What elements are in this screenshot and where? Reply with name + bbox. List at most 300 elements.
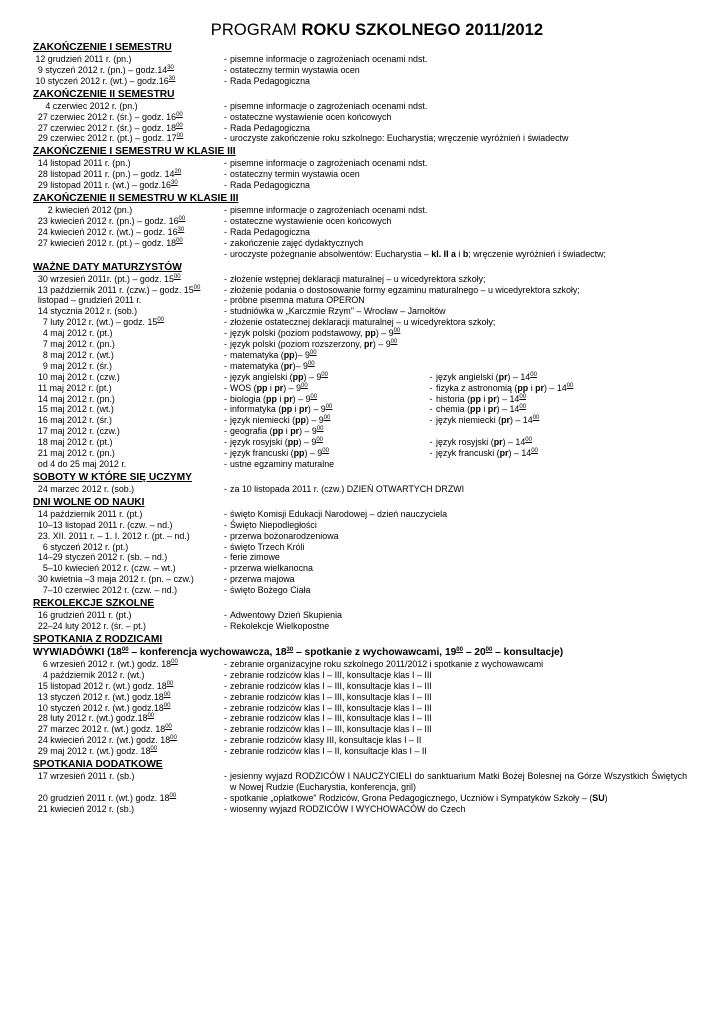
row-date (33, 531, 221, 542)
desc-bold: pp (292, 371, 304, 382)
date-text: 9 maj 2012 r. (śr.) (33, 360, 112, 371)
time-minutes: 00 (325, 404, 333, 411)
schedule-row (33, 404, 699, 415)
section (33, 41, 699, 87)
row-dash: - (429, 415, 433, 426)
date-text: od 4 do 25 maj 2012 r. (33, 459, 127, 469)
row-dash: - (224, 508, 227, 519)
desc-text: i (283, 426, 291, 437)
row-date (33, 101, 221, 112)
time-minutes: 00 (321, 371, 328, 378)
date-text: 30 kwietnia –3 maja 2012 r. (pn. – czw.) (33, 574, 194, 585)
schedule-row (33, 339, 699, 350)
row-description (230, 531, 339, 542)
desc-bold: pr (493, 437, 503, 448)
row-date (33, 804, 221, 815)
desc-text: zebranie organizacyjne roku szkolnego 2011/2012 i spotkanie z wychowawcami (230, 658, 544, 669)
section (33, 88, 699, 145)
desc-text: ostateczne wystawienie ocen końcowych (230, 215, 392, 226)
time-minutes: 00 (163, 691, 171, 698)
row-date (33, 437, 221, 448)
row-description (230, 180, 310, 191)
row-date (33, 610, 221, 621)
row-description (230, 563, 313, 574)
section-heading: DNI WOLNE OD NAUKI (33, 496, 145, 508)
schedule-row (33, 295, 699, 306)
section-heading: REKOLEKCJE SZKOLNE (33, 598, 155, 610)
row-dash: - (224, 226, 227, 237)
row-description (230, 339, 397, 350)
desc-text: święto Komisji Edukacji Narodowej – dzień nauczyciela (230, 508, 448, 519)
desc-text: ustne egzaminy maturalne (230, 459, 335, 469)
row-date (33, 484, 221, 495)
row-date (33, 76, 221, 87)
row-dash: - (224, 691, 227, 702)
desc-bold: pp (364, 328, 376, 339)
time-minutes: 00 (525, 437, 532, 444)
desc-text: zebranie rodziców klas I – II, konsultacje klas I – II (230, 746, 427, 757)
desc-bold: pr (283, 360, 293, 371)
row-description-second (436, 383, 573, 394)
desc-text: Adwentowy Dzień Skupienia (230, 610, 342, 621)
row-description (230, 238, 363, 249)
row-date (33, 372, 221, 383)
schedule-row (33, 274, 699, 285)
section-heading: SPOTKANIA Z RODZICAMI (33, 633, 163, 645)
row-dash: - (224, 284, 227, 295)
section-heading: ZAKOŃCZENIE II SEMESTRU W KLASIE III (33, 193, 239, 205)
row-description (230, 542, 304, 553)
desc-bold: pr (299, 404, 308, 415)
row-dash: - (224, 306, 227, 317)
row-dash: - (224, 382, 227, 393)
time-minutes: 00 (485, 646, 493, 653)
row-date (33, 681, 221, 692)
row-dash: - (224, 620, 227, 631)
row-dash: - (224, 415, 227, 426)
row-description (230, 659, 543, 670)
subheading-text: – konferencja wychowawcza, 18 (128, 646, 287, 658)
row-dash: - (224, 215, 227, 226)
row-date (33, 158, 221, 169)
time-minutes: 00 (176, 111, 183, 118)
row-dash: - (224, 735, 227, 746)
row-date (33, 415, 221, 426)
schedule-row (33, 793, 699, 804)
date-text: 23 kwiecień 2012 r. (pn.) – godz. 16 (33, 215, 179, 226)
schedule-row (33, 520, 699, 531)
row-description (230, 703, 432, 714)
desc-bold: pp (287, 437, 299, 448)
row-description (230, 771, 687, 793)
row-dash: - (224, 122, 227, 133)
desc-text: ) – 9 (283, 382, 302, 393)
row-description (230, 610, 342, 621)
desc-text: matematyka ( (230, 360, 284, 371)
desc-text: ) – 9 (292, 393, 311, 404)
time-minutes: 00 (566, 382, 574, 389)
time-minutes: 00 (519, 393, 527, 400)
row-date (33, 274, 221, 285)
row-dash: - (224, 180, 227, 191)
desc-text: ) – 14 (496, 404, 520, 415)
desc-text: pisemne informacje o zagrożeniach ocenami ndst. (230, 54, 428, 64)
section (33, 496, 699, 596)
schedule-row (33, 659, 699, 670)
date-text: 8 maj 2012 r. (wt.) (33, 349, 114, 360)
desc-text: i (276, 393, 284, 404)
desc-text: ferie zimowe (230, 552, 280, 563)
desc-text: ) – 9 (307, 404, 326, 415)
desc-bold: pp (266, 393, 277, 404)
row-date (33, 227, 221, 238)
row-date (33, 426, 221, 437)
row-dash: - (224, 205, 227, 216)
row-date (33, 793, 221, 804)
desc-bold: pp (293, 448, 305, 459)
schedule-row (33, 350, 699, 361)
time-minutes: 00 (307, 360, 315, 367)
row-dash: - (224, 746, 227, 757)
desc-bold: pp (256, 382, 268, 393)
date-text: 7 maj 2012 r. (pn.) (33, 339, 115, 350)
desc-bold: pp (470, 404, 481, 415)
row-description (230, 112, 391, 123)
desc-text: przerwa wielkanocna (230, 563, 313, 574)
desc-text: jesienny wyjazd RODZICÓW I NAUCZYCIELI do sanktuarium Matki Bożej Bolesnej na Górze Wszystkich Świętych w Nowej Rudzie (Eucharystia, konferencja, gril) (230, 771, 687, 792)
row-description (230, 735, 421, 746)
row-date (33, 216, 221, 227)
row-description-second (436, 415, 539, 426)
date-text: 24 kwiecień 2012 r. (wt.) – godz. 16 (33, 226, 178, 237)
desc-text: ) – 14 (544, 382, 567, 393)
time-minutes: 00 (170, 735, 177, 742)
date-text: 2 kwiecień 2012 (pn.) (33, 205, 133, 216)
row-date (33, 552, 221, 563)
time-minutes: 00 (147, 713, 155, 720)
schedule-row (33, 771, 699, 793)
row-date (33, 317, 221, 328)
row-date (33, 574, 221, 585)
date-text: 13 październik 2011 r. (czw.) – godz. 15 (33, 284, 194, 295)
desc-text: pisemne informacje o zagrożeniach ocenami ndst. (230, 205, 428, 216)
row-date (33, 692, 221, 703)
row-description (230, 746, 427, 757)
row-description (230, 295, 365, 306)
schedule-row (33, 169, 699, 180)
row-description (230, 585, 310, 596)
row-date (33, 520, 221, 531)
date-text: 20 grudzień 2011 r. (wt.) godz. 18 (33, 792, 170, 803)
date-text: 12 grudzień 2011 r. (pn.) (33, 54, 132, 64)
row-description (230, 552, 280, 563)
desc-bold: pp (281, 404, 293, 415)
date-text: 27 czerwiec 2012 r. (śr.) – godz. 16 (33, 111, 177, 122)
desc-text: ) – 14 (507, 371, 531, 382)
schedule-row (33, 112, 699, 123)
row-dash: - (429, 382, 433, 393)
desc-text: zebranie rodziców klas I – III, konsultacje klas I – III (230, 724, 432, 735)
schedule-row (33, 703, 699, 714)
row-dash: - (224, 541, 227, 552)
row-dash: - (224, 295, 227, 306)
row-description (230, 350, 317, 361)
row-dash: - (224, 563, 227, 574)
row-description (230, 415, 426, 426)
schedule-row (33, 205, 699, 216)
row-dash: - (224, 437, 227, 448)
row-description (230, 621, 329, 632)
desc-bold: pp (517, 382, 529, 393)
time-minutes: 00 (309, 349, 317, 356)
date-text: 11 maj 2012 r. (pt.) (33, 382, 112, 393)
row-dash: - (224, 371, 227, 382)
desc-text: złożenie ostatecznej deklaracji maturalnej – u wicedyrektora szkoły; (230, 317, 496, 328)
time-minutes: 30 (167, 64, 174, 71)
row-dash: - (224, 133, 227, 144)
row-dash: - (224, 585, 227, 596)
desc-bold: pr (274, 382, 284, 393)
row-date (33, 659, 221, 670)
desc-text: Rada Pedagogiczna (230, 180, 310, 191)
desc-text: język rosyjski ( (230, 437, 288, 448)
time-minutes: 00 (531, 448, 538, 455)
time-minutes: 00 (169, 792, 177, 799)
subheading-text: – 20 (462, 646, 486, 658)
desc-text: ostateczne wystawienie ocen końcowych (230, 111, 392, 122)
desc-bold: pr (283, 393, 293, 404)
time-minutes: 00 (176, 237, 183, 244)
row-dash: - (429, 448, 433, 459)
desc-text: język angielski ( (230, 371, 293, 382)
row-dash: - (224, 448, 227, 459)
date-text: 14 maj 2012 r. (pn.) (33, 393, 115, 404)
row-date (33, 509, 221, 520)
row-description (230, 101, 427, 112)
desc-text: przerwa majowa (230, 574, 295, 585)
date-text: 21 kwiecień 2012 r. (sb.) (33, 803, 135, 814)
row-dash: - (224, 404, 227, 415)
desc-text: zebranie rodziców klas I – III, konsultacje klas I – III (230, 680, 432, 691)
section (33, 597, 699, 632)
date-text: 9 styczeń 2012 r. (pn.) – godz.14 (33, 64, 168, 75)
schedule-row (33, 585, 699, 596)
schedule-row (33, 76, 699, 87)
row-dash: - (224, 317, 227, 328)
schedule-row (33, 804, 699, 815)
desc-text: złożenie wstępnej deklaracji maturalnej – u wicedyrektora szkoły; (230, 273, 486, 284)
schedule-row (33, 448, 699, 459)
schedule-row (33, 692, 699, 703)
row-description (230, 724, 432, 735)
date-text: 16 maj 2012 r. (śr.) (33, 415, 112, 426)
desc-bold: pp (283, 349, 295, 360)
time-minutes: 00 (390, 339, 398, 346)
row-dash: - (224, 552, 227, 563)
row-description (230, 361, 315, 372)
subheading-text: WYWIADÓWKI (18 (33, 646, 122, 658)
schedule-row (33, 574, 699, 585)
date-text: 4 czerwiec 2012 r. (pn.) (33, 100, 138, 111)
desc-text: i (480, 393, 488, 404)
row-dash: - (224, 519, 227, 530)
date-text: 7–10 czerwiec 2012 r. (czw. – nd.) (33, 585, 178, 596)
time-minutes: 00 (163, 702, 171, 709)
date-text: listopad – grudzień 2011 r. (33, 295, 142, 306)
desc-text: ) – 9 (298, 437, 317, 448)
schedule-row (33, 735, 699, 746)
schedule-row (33, 563, 699, 574)
row-dash: - (224, 64, 227, 75)
desc-text: za 10 listopada 2011 r. (czw.) DZIEŃ OTWARTYCH DRZWI (230, 483, 465, 494)
section (33, 758, 699, 815)
desc-text: język angielski ( (436, 371, 499, 382)
time-minutes: 00 (166, 680, 174, 687)
desc-bold: pr (535, 382, 545, 393)
desc-text: ) – 9 (305, 415, 324, 426)
schedule-row (33, 227, 699, 238)
schedule-row (33, 317, 699, 328)
row-dash: - (224, 393, 227, 404)
desc-bold: pp (295, 415, 306, 426)
row-dash: - (224, 349, 227, 360)
row-description-second (436, 394, 526, 405)
desc-text: język niemiecki ( (436, 415, 502, 426)
schedule-row (33, 437, 699, 448)
title-normal: PROGRAM (210, 21, 297, 39)
desc-text: próbne pisemna matura OPERON (230, 295, 365, 306)
row-date (33, 180, 221, 191)
schedule-row (33, 328, 699, 339)
row-description (230, 169, 360, 180)
row-date (33, 703, 221, 714)
row-description (230, 574, 295, 585)
time-minutes: 00 (322, 448, 329, 455)
row-description (230, 692, 432, 703)
row-description (230, 520, 317, 531)
date-text: 10 styczeń 2012 r. (wt.) godz.18 (33, 702, 164, 713)
desc-text: zebranie rodziców klas I – III, konsultacje klas I – III (230, 691, 432, 702)
section (33, 471, 699, 495)
row-date (33, 306, 221, 317)
page-title (33, 20, 699, 40)
row-date (33, 65, 221, 76)
row-dash: - (224, 803, 227, 814)
date-text: 4 październik 2012 r. (wt.) (33, 669, 145, 680)
row-description (230, 54, 427, 65)
row-description (230, 484, 464, 495)
desc-text: uroczyste pożegnanie absolwentów: Eucharystia – (230, 248, 432, 259)
schedule-row (33, 484, 699, 495)
schedule-row (33, 713, 699, 724)
row-description (230, 216, 391, 227)
desc-text: WOS ( (230, 382, 257, 393)
row-date (33, 563, 221, 574)
date-text: 14 październik 2011 r. (pt.) (33, 508, 143, 519)
schedule-row (33, 372, 699, 383)
date-text: 14 listopad 2011 r. (pn.) (33, 158, 131, 169)
program-document (33, 20, 699, 815)
row-dash: - (224, 680, 227, 691)
desc-text: ) – 14 (496, 393, 520, 404)
row-date (33, 448, 221, 459)
desc-text: studniówka w „Karczmie Rzym" – Wrocław – Jarnołtów (230, 306, 446, 317)
desc-text: i (292, 404, 300, 415)
row-dash: - (224, 54, 227, 64)
time-minutes: 00 (173, 273, 181, 280)
desc-text: fizyka z astronomią ( (436, 382, 518, 393)
desc-text: ) – 14 (502, 437, 526, 448)
date-text: 27 kwiecień 2012 r. (pt.) – godz. 18 (33, 237, 177, 248)
section (33, 261, 699, 470)
date-text: 21 maj 2012 r. (pn.) (33, 448, 115, 459)
row-description (230, 804, 465, 815)
date-text: 30 wrzesień 2011r. (pt.) – godz. 15 (33, 273, 174, 284)
desc-text: Rekolekcje Wielkopostne (230, 620, 330, 631)
date-text: 29 maj 2012 r. (wt.) godz. 18 (33, 746, 151, 757)
time-minutes: 00 (316, 426, 324, 433)
desc-bold: pr (499, 448, 509, 459)
row-date (33, 746, 221, 757)
row-dash: - (224, 713, 227, 724)
row-dash: - (224, 169, 227, 180)
schedule-row (33, 542, 699, 553)
row-description-second (436, 448, 538, 459)
desc-text: język francuski ( (436, 448, 500, 459)
desc-text: i (455, 248, 463, 259)
date-text: 10–13 listopad 2011 r. (czw. – nd.) (33, 519, 173, 530)
date-text: 14 stycznia 2012 r. (sob.) (33, 306, 138, 317)
row-date (33, 361, 221, 372)
row-description-second (436, 404, 526, 415)
desc-text: geografia ( (230, 426, 273, 437)
row-dash: - (429, 437, 433, 448)
row-description-second (436, 437, 532, 448)
desc-text: język rosyjski ( (436, 437, 494, 448)
time-minutes: 00 (150, 746, 158, 753)
row-dash: - (224, 426, 227, 437)
desc-bold: kl. II a (431, 248, 456, 259)
section (33, 633, 699, 757)
desc-text: ostateczny termin wystawia ocen (230, 64, 360, 75)
desc-text: i (267, 382, 275, 393)
time-minutes: 00 (178, 215, 186, 222)
date-text: 6 wrzesień 2012 r. (wt.) godz. 18 (33, 658, 172, 669)
row-dash: - (224, 574, 227, 585)
row-description (230, 713, 432, 724)
row-dash: - (224, 100, 227, 111)
row-description (230, 448, 426, 459)
row-date (33, 735, 221, 746)
desc-bold: pr (501, 415, 510, 426)
row-date (33, 133, 221, 144)
time-minutes: 00 (532, 415, 540, 422)
schedule-row (33, 133, 699, 144)
row-date (33, 585, 221, 596)
row-description (230, 274, 486, 285)
schedule-row (33, 552, 699, 563)
desc-text: matematyka ( (230, 349, 284, 360)
time-minutes: 00 (171, 658, 178, 665)
schedule-row (33, 101, 699, 112)
schedule-row (33, 531, 699, 542)
section-heading: SPOTKANIA DODATKOWE (33, 759, 163, 771)
row-date (33, 123, 221, 134)
desc-text: język polski (poziom rozszerzony, (230, 339, 364, 350)
time-minutes: 30 (170, 180, 178, 187)
row-description (230, 328, 400, 339)
date-text: 17 wrzesień 2011 r. (sb.) (33, 771, 135, 782)
